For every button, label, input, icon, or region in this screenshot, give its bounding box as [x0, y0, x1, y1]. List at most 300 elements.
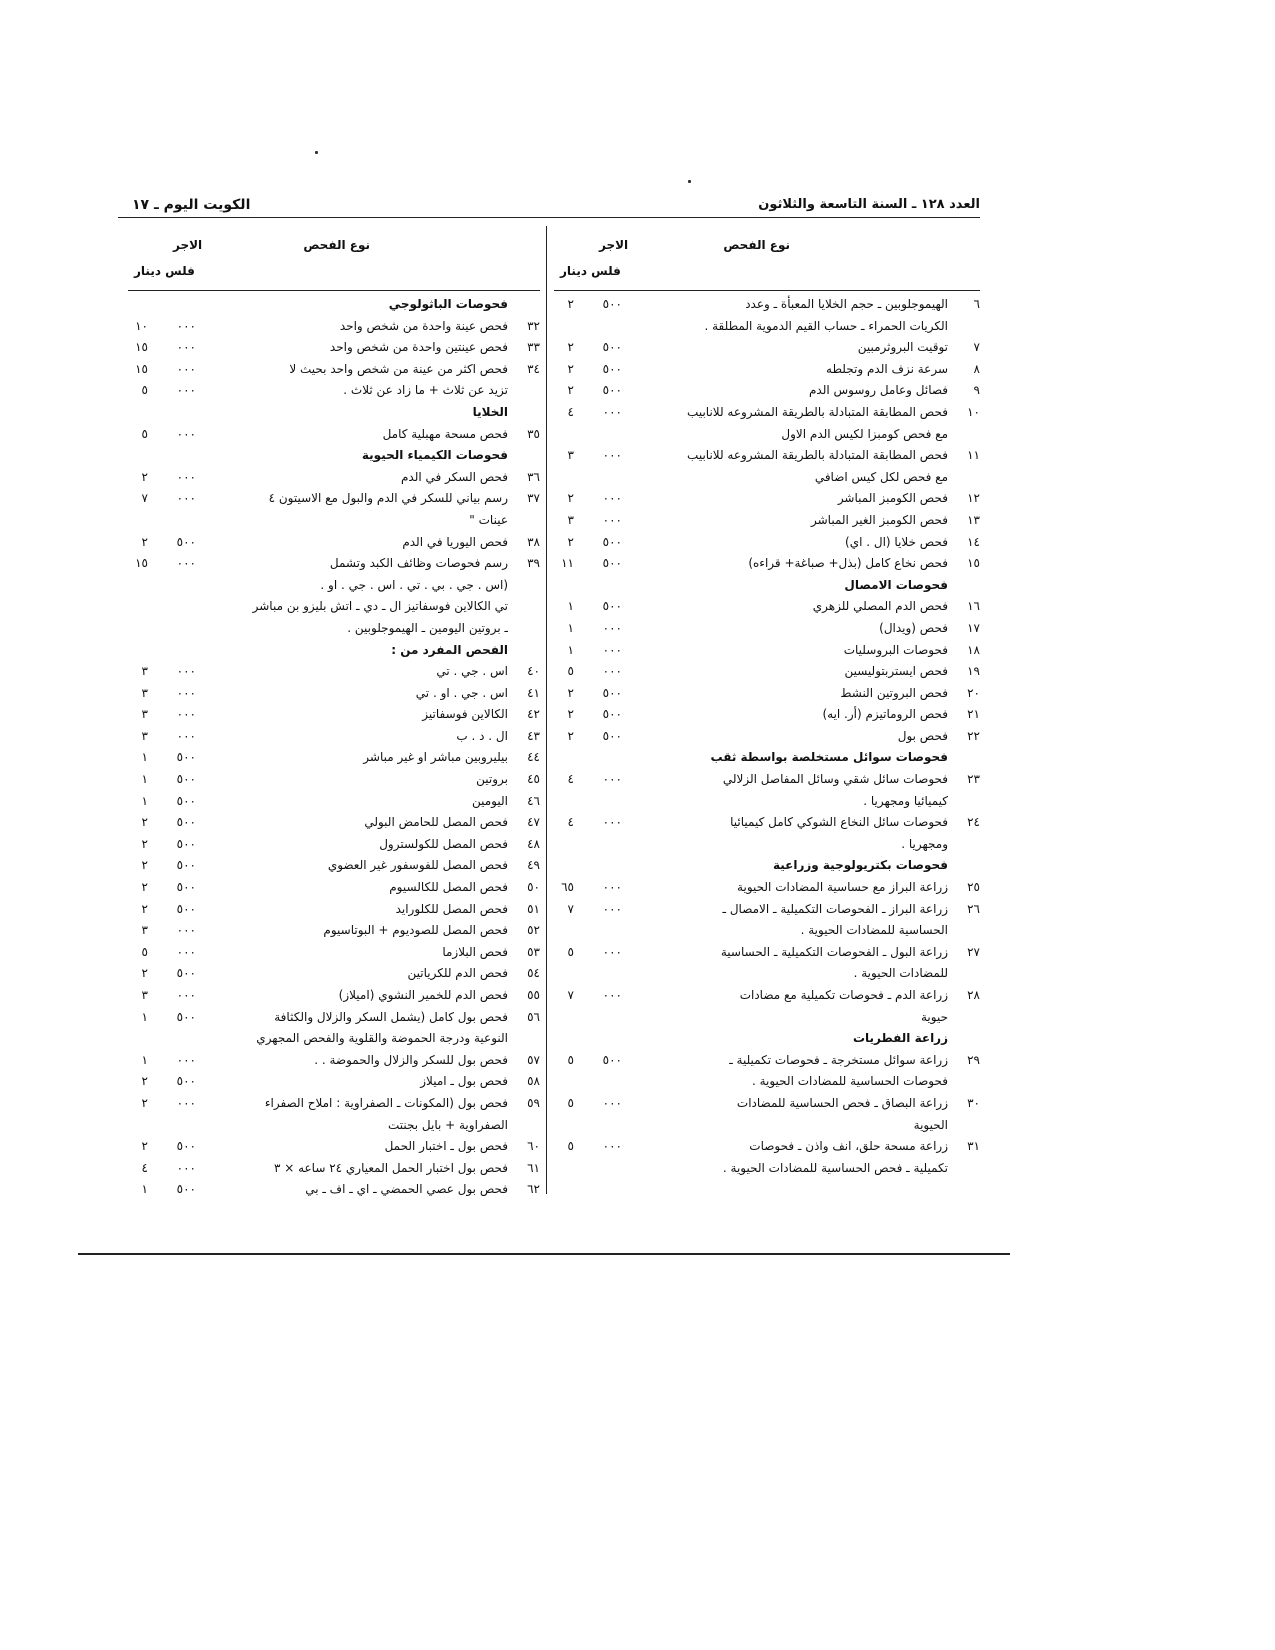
fee-dinar: ٢: [141, 966, 148, 981]
fee-dinar: ٥: [141, 426, 148, 441]
fee-dinar: ٢: [141, 534, 148, 549]
fee-dinar: ٢: [141, 1139, 148, 1154]
item-description: فصائل وعامل روسوس الدم: [808, 383, 948, 398]
fee-row: [554, 769, 980, 791]
item-description: الحيوية: [913, 1117, 948, 1132]
item-description: فحوصات البروسليات: [843, 642, 948, 657]
item-description: ـ بروتين اليومين ـ الهيموجلوبين .: [347, 620, 508, 635]
item-description: فحص خلايا (ال . اي): [845, 534, 948, 549]
item-description: زراعة سوائل مستخرجة ـ فحوصات تكميلية ـ: [729, 1052, 948, 1067]
item-description: فحوصات الباثولوجي: [388, 297, 508, 311]
fee-dinar: ١: [567, 620, 574, 635]
item-description: فحص اليوريا في الدم: [402, 534, 508, 549]
item-description: للمضادات الحيوية .: [853, 966, 948, 981]
fee-row: [128, 359, 540, 381]
column-units-label: فلس دينار: [134, 264, 195, 278]
fee-fils: ٥٠٠: [176, 793, 196, 808]
fee-fils: ٠٠٠: [176, 1052, 196, 1067]
item-description: فحوصات سائل النخاع الشوكي كامل كيميائيا: [730, 815, 948, 830]
column-title: نوع الفحص: [303, 238, 370, 252]
item-description: فحص البروتين النشط: [840, 685, 948, 700]
fee-dinar: ٢: [141, 836, 148, 851]
item-description: اليومين: [472, 793, 508, 808]
fee-fils: ٠٠٠: [602, 988, 622, 1002]
section-heading: [554, 747, 980, 769]
fee-fils: ٥٠٠: [176, 772, 196, 787]
item-description: زراعة الفطريات: [852, 1031, 948, 1046]
fee-fils: ٠٠٠: [176, 664, 196, 679]
section-heading: [554, 575, 980, 597]
item-description: فحص المصل للكلورايد: [395, 901, 508, 916]
item-description: بروتين: [476, 772, 508, 787]
fee-row: [128, 1179, 540, 1201]
fee-fils: ٠٠٠: [602, 642, 622, 657]
item-description: الحساسية للمضادات الحيوية .: [800, 923, 948, 938]
section-heading: [128, 294, 540, 316]
fee-dinar: ١٥: [135, 340, 148, 355]
item-description: فحوصات بكتريولوجية وزراعية: [772, 858, 948, 873]
item-number: ٥١: [527, 901, 540, 916]
fee-dinar: ٢: [141, 858, 148, 873]
fee-fils: ٥٠٠: [602, 534, 622, 549]
fee-fils: ٠٠٠: [176, 944, 196, 959]
right-column: [554, 232, 980, 1179]
fee-row: [128, 532, 540, 554]
item-description: فحص عينتين واحدة من شخص واحد: [329, 340, 508, 355]
item-description: كيميائيا ومجهريا .: [863, 793, 948, 808]
scan-speck: [688, 180, 691, 183]
fee-fils: ٠٠٠: [176, 383, 196, 398]
item-number: ١٧: [967, 620, 980, 635]
fee-row: [554, 985, 980, 1007]
fee-fils: ٠٠٠: [176, 361, 196, 376]
fee-fils: ٥٠٠: [602, 340, 622, 355]
item-description: فحص بول للسكر والزلال والحموضة . .: [314, 1052, 508, 1067]
fee-dinar: ٦٥: [561, 880, 574, 895]
fee-dinar: ١٥: [135, 556, 148, 571]
fee-row: [554, 726, 980, 748]
fee-fils: ٠٠٠: [602, 815, 622, 830]
fee-dinar: ١٥: [135, 361, 148, 376]
item-description: فحص الدم للكرياتين: [407, 966, 508, 981]
item-description: مع فحص كومبزا لكيس الدم الاول: [781, 426, 948, 441]
fee-fils: ٥٠٠: [602, 728, 622, 743]
item-description: اس . جي . او . تي: [415, 685, 508, 700]
fee-row: [128, 769, 540, 791]
fee-fils: ٥٠٠: [602, 707, 622, 722]
column-title: نوع الفحص: [723, 238, 790, 252]
fee-row: [554, 1158, 980, 1180]
item-description: عينات ": [469, 512, 508, 527]
fee-row: [128, 1028, 540, 1050]
item-number: ٢٦: [967, 901, 980, 916]
item-description: فحص بول (المكونات ـ الصفراوية : املاح الصفراء: [264, 1095, 508, 1110]
item-description: فحص الدم للخمير النشوي (اميلاز): [338, 988, 508, 1002]
item-number: ٤١: [527, 685, 540, 700]
left-column-header: [128, 232, 540, 294]
fee-row: [128, 510, 540, 532]
fee-fils: ٠٠٠: [176, 426, 196, 441]
item-description: فحوصات الامصال: [844, 577, 948, 592]
item-number: ٢٩: [967, 1052, 980, 1067]
item-number: ٣٩: [527, 556, 540, 571]
item-description: فحص بول: [897, 728, 948, 743]
fee-row: [128, 316, 540, 338]
item-number: ٣٢: [527, 318, 540, 333]
item-number: ٢٧: [967, 944, 980, 959]
item-description: فحص بول ـ اميلاز: [420, 1074, 508, 1089]
fee-dinar: ١١: [561, 556, 574, 571]
item-number: ٤٢: [527, 707, 540, 722]
item-number: ٢٣: [967, 772, 980, 787]
fee-fils: ٥٠٠: [602, 1052, 622, 1067]
item-description: فحوصات الكيمياء الحيوية: [361, 448, 508, 463]
item-description: زراعة البول ـ الفحوصات التكميلية ـ الحساسية: [720, 944, 948, 959]
item-description: تكميلية ـ فحص الحساسية للمضادات الحيوية .: [722, 1160, 948, 1175]
fee-fils: ٠٠٠: [602, 512, 622, 527]
fee-dinar: ٢: [141, 1095, 148, 1110]
fee-fils: ٠٠٠: [602, 944, 622, 959]
column-fee-label: الاجر: [173, 238, 203, 252]
fee-row: [554, 834, 980, 856]
item-description: الخلايا: [472, 404, 508, 419]
item-number: ٢٨: [967, 988, 980, 1002]
item-description: فحص المصل للصوديوم + البوتاسيوم: [323, 923, 508, 938]
item-description: سرعة نزف الدم وتجلطه: [826, 361, 948, 376]
section-heading: [554, 1028, 980, 1050]
item-number: ٢٢: [967, 728, 980, 743]
item-number: ٢٤: [967, 815, 980, 830]
fee-dinar: ٣: [567, 512, 574, 527]
fee-row: [554, 791, 980, 813]
fee-fils: ٥٠٠: [176, 1009, 196, 1024]
fee-fils: ٠٠٠: [176, 469, 196, 484]
fee-row: [554, 1093, 980, 1115]
fee-row: [128, 380, 540, 402]
item-description: ال . د . ب: [456, 728, 508, 743]
item-number: ٩: [973, 383, 980, 398]
item-description: فحص البلازما: [442, 944, 508, 959]
right-column-rows: [554, 294, 980, 1179]
section-heading: [128, 445, 540, 467]
fee-fils: ٥٠٠: [602, 599, 622, 614]
fee-row: [554, 812, 980, 834]
fee-row: [128, 1007, 540, 1029]
item-number: ٥٩: [527, 1095, 540, 1110]
item-number: ١٥: [967, 556, 980, 571]
item-description: فحص الروماتيزم (أر. ايه): [822, 707, 948, 722]
fee-row: [128, 683, 540, 705]
item-number: ٣١: [967, 1139, 980, 1154]
fee-dinar: ٥: [141, 383, 148, 398]
fee-row: [554, 467, 980, 489]
fee-row: [128, 596, 540, 618]
item-description: الكالاين فوسفاتيز: [422, 707, 508, 722]
section-heading: [128, 402, 540, 424]
fee-dinar: ٢: [567, 685, 574, 700]
fee-fils: ٠٠٠: [176, 491, 196, 506]
fee-fils: ٠٠٠: [602, 772, 622, 787]
item-number: ٥٣: [527, 944, 540, 959]
fee-row: [128, 575, 540, 597]
item-number: ٥٨: [527, 1074, 540, 1089]
fee-dinar: ٢: [567, 728, 574, 743]
fee-row: [554, 424, 980, 446]
item-description: رسم بياني للسكر في الدم والبول مع الاسيتون ٤: [268, 491, 508, 506]
item-description: زراعة البراز مع حساسية المضادات الحيوية: [737, 880, 948, 895]
item-number: ١٤: [967, 534, 980, 549]
fee-dinar: ٢: [567, 340, 574, 355]
item-description: اس . جي . تي: [436, 664, 508, 679]
item-description: فحص بول ـ اختبار الحمل: [384, 1139, 508, 1154]
fee-fils: ٥٠٠: [176, 858, 196, 873]
item-description: فحص بول عصي الحمضي ـ اي ـ اف ـ بي: [305, 1182, 508, 1197]
fee-row: [554, 963, 980, 985]
fee-row: [128, 963, 540, 985]
item-number: ٤٣: [527, 728, 540, 743]
item-description: الهيموجلوبين ـ حجم الخلايا المعبأة ـ وعدد: [745, 297, 948, 311]
fee-fils: ٠٠٠: [176, 1095, 196, 1110]
fee-row: [128, 942, 540, 964]
fee-dinar: ١: [567, 642, 574, 657]
fee-dinar: ١٠: [135, 318, 148, 333]
item-number: ٥٦: [527, 1009, 540, 1024]
fee-dinar: ٢: [141, 901, 148, 916]
item-description: ومجهريا .: [901, 836, 948, 851]
fee-fils: ٥٠٠: [176, 1139, 196, 1154]
fee-fils: ٥٠٠: [176, 815, 196, 830]
fee-row: [128, 424, 540, 446]
fee-fils: ٥٠٠: [176, 750, 196, 765]
fee-dinar: ١: [567, 599, 574, 614]
fee-fils: ٠٠٠: [176, 728, 196, 743]
fee-fils: ٠٠٠: [176, 340, 196, 355]
item-number: ٤٦: [527, 793, 540, 808]
fee-row: [128, 812, 540, 834]
fee-row: [554, 920, 980, 942]
item-description: فحص بول اختبار الحمل المعياري ٢٤ ساعه × ٣: [273, 1160, 508, 1175]
column-units-label: فلس دينار: [560, 264, 621, 278]
fee-row: [128, 661, 540, 683]
fee-fils: ٠٠٠: [602, 1095, 622, 1110]
fee-dinar: ٥: [567, 1139, 574, 1154]
fee-row: [554, 445, 980, 467]
fee-fils: ٥٠٠: [176, 966, 196, 981]
fee-row: [128, 704, 540, 726]
fee-fils: ٥٠٠: [176, 534, 196, 549]
item-number: ٣٣: [527, 340, 540, 355]
fee-dinar: ٥: [567, 1052, 574, 1067]
fee-dinar: ٤: [567, 404, 574, 419]
fee-fils: ٠٠٠: [176, 318, 196, 333]
item-description: فحص اكثر من عينة من شخص واحد بحيث لا: [289, 361, 508, 376]
fee-row: [554, 640, 980, 662]
fee-row: [128, 985, 540, 1007]
fee-row: [554, 942, 980, 964]
item-description: زراعة البصاق ـ فحص الحساسية للمضادات: [736, 1095, 948, 1110]
fee-row: [554, 488, 980, 510]
header-issue-label: العدد ١٢٨ ـ السنة التاسعة والثلاثون: [758, 197, 980, 212]
fee-row: [128, 1158, 540, 1180]
fee-row: [128, 791, 540, 813]
item-number: ١٣: [967, 512, 980, 527]
fee-dinar: ٢: [141, 880, 148, 895]
fee-row: [128, 899, 540, 921]
fee-dinar: ١: [141, 750, 148, 765]
fee-row: [554, 1071, 980, 1093]
item-description: فحص الدم المصلي للزهري: [812, 599, 948, 614]
item-description: فحص السكر في الدم: [400, 469, 508, 484]
fee-dinar: ٥: [567, 664, 574, 679]
fee-fils: ٥٠٠: [176, 1074, 196, 1089]
fee-fils: ٠٠٠: [176, 988, 196, 1002]
item-description: النوعية ودرجة الحموضة والقلوية والفحص المجهري: [256, 1031, 508, 1046]
item-description: تزيد عن ثلاث + ما زاد عن ثلاث .: [343, 383, 508, 398]
fee-fils: ٠٠٠: [602, 901, 622, 916]
item-description: فحص المطابقة المتبادلة بالطريقة المشروعه للانابيب: [687, 404, 948, 419]
fee-row: [128, 467, 540, 489]
fee-fils: ٥٠٠: [602, 383, 622, 398]
column-fee-label: الاجر: [599, 238, 629, 252]
item-number: ٦٠: [527, 1139, 540, 1154]
fee-row: [554, 877, 980, 899]
item-number: ٢٠: [967, 685, 980, 700]
fee-fils: ٠٠٠: [176, 707, 196, 722]
fee-row: [128, 1136, 540, 1158]
column-divider: [546, 226, 547, 1194]
fee-fils: ٥٠٠: [176, 901, 196, 916]
fee-dinar: ٣: [141, 707, 148, 722]
item-number: ١٩: [967, 664, 980, 679]
fee-row: [128, 337, 540, 359]
item-number: ١٦: [967, 599, 980, 614]
item-number: ٦١: [527, 1160, 540, 1175]
fee-row: [128, 920, 540, 942]
fee-dinar: ١: [141, 1009, 148, 1024]
fee-dinar: ١: [141, 772, 148, 787]
item-description: مع فحص لكل كيس اضافي: [814, 469, 948, 484]
fee-fils: ٥٠٠: [602, 361, 622, 376]
fee-dinar: ٤: [141, 1160, 148, 1175]
fee-dinar: ٢: [567, 491, 574, 506]
item-number: ٥٠: [527, 880, 540, 895]
item-number: ٤٠: [527, 664, 540, 679]
item-number: ٥٧: [527, 1052, 540, 1067]
fee-dinar: ٢: [567, 383, 574, 398]
item-number: ٤٧: [527, 815, 540, 830]
item-description: الصفراوية + بايل بجنتت: [387, 1117, 508, 1132]
item-description: حيوية: [920, 1009, 948, 1024]
item-description: فحص بول كامل (يشمل السكر والزلال والكثافة: [274, 1009, 508, 1024]
item-description: الكريات الحمراء ـ حساب القيم الدموية المطلقة .: [704, 318, 948, 333]
fee-dinar: ٧: [141, 491, 148, 506]
fee-dinar: ٣: [141, 685, 148, 700]
fee-row: [554, 618, 980, 640]
section-heading: [128, 640, 540, 662]
item-description: فحص ايستربتوليسين: [844, 664, 948, 679]
fee-fils: ٠٠٠: [602, 664, 622, 679]
item-description: فحص (ويدال): [879, 620, 948, 635]
fee-row: [554, 532, 980, 554]
item-description: تي الكالاين فوسفاتيز ال ـ دي ـ اتش بليزو بن مباشر: [252, 599, 508, 614]
item-description: زراعة مسحة حلق، انف واذن ـ فحوصات: [749, 1139, 948, 1154]
page-header: [118, 195, 980, 219]
fee-fils: ٥٠٠: [176, 1182, 196, 1197]
item-number: ٧: [973, 340, 980, 355]
column-header-rule: [128, 290, 540, 291]
fee-row: [554, 294, 980, 316]
fee-dinar: ٣: [141, 988, 148, 1002]
item-number: ٤٤: [527, 750, 540, 765]
section-heading: [554, 855, 980, 877]
fee-dinar: ٢: [567, 534, 574, 549]
fee-row: [554, 1050, 980, 1072]
fee-fils: ٠٠٠: [602, 491, 622, 506]
fee-row: [554, 596, 980, 618]
fee-dinar: ٣: [141, 923, 148, 938]
item-description: زراعة البراز ـ الفحوصات التكميلية ـ الامصال ـ: [722, 901, 948, 916]
item-description: فحص المصل للكولسترول: [379, 836, 508, 851]
fee-fils: ٠٠٠: [602, 620, 622, 635]
fee-dinar: ٥: [567, 1095, 574, 1110]
fee-dinar: ٢: [141, 1074, 148, 1089]
item-description: فحص مسحة مهبلية كامل: [382, 426, 508, 441]
item-description: فحص نخاع كامل (بذل+ صباغة+ قراءه): [748, 556, 948, 571]
fee-row: [554, 683, 980, 705]
fee-dinar: ٣: [141, 728, 148, 743]
item-description: فحص الكومبز المباشر: [837, 491, 948, 506]
fee-dinar: ٧: [567, 901, 574, 916]
item-description: بيليروبين مباشر او غير مباشر: [363, 750, 508, 765]
item-number: ٤٩: [527, 858, 540, 873]
fee-dinar: ٥: [141, 944, 148, 959]
fee-dinar: ٢: [567, 297, 574, 311]
fee-row: [128, 855, 540, 877]
item-description: فحوصات الحساسية للمضادات الحيوية .: [751, 1074, 948, 1089]
fee-row: [554, 337, 980, 359]
fee-fils: ٥٠٠: [176, 880, 196, 895]
fee-dinar: ٢: [141, 469, 148, 484]
fee-dinar: ٧: [567, 988, 574, 1002]
item-number: ٢٥: [967, 880, 980, 895]
item-number: ٣٨: [527, 534, 540, 549]
column-header-rule: [554, 290, 980, 291]
left-column-rows: [128, 294, 540, 1201]
fee-row: [128, 726, 540, 748]
fee-row: [128, 618, 540, 640]
fee-row: [554, 316, 980, 338]
fee-row: [554, 553, 980, 575]
left-column: [128, 232, 540, 1201]
item-description: فحص المصل للحامض البولي: [364, 815, 508, 830]
fee-dinar: ٤: [567, 772, 574, 787]
header-page-label: الكويت اليوم ـ ١٧: [132, 197, 251, 213]
item-number: ٢١: [967, 707, 980, 722]
item-number: ٣٠: [967, 1095, 980, 1110]
item-description: رسم فحوصات وظائف الكبد وتشمل: [329, 556, 508, 571]
fee-row: [554, 510, 980, 532]
header-rule: [118, 217, 980, 218]
item-number: ٤٥: [527, 772, 540, 787]
fee-fils: ٥٠٠: [602, 297, 622, 311]
fee-fils: ٠٠٠: [602, 404, 622, 419]
fee-row: [128, 747, 540, 769]
bottom-rule: [78, 1253, 1010, 1255]
fee-row: [128, 877, 540, 899]
item-number: ٥٢: [527, 923, 540, 938]
item-description: فحص المصل للفوسفور غير العضوي: [327, 858, 508, 873]
fee-fils: ٥٠٠: [602, 685, 622, 700]
